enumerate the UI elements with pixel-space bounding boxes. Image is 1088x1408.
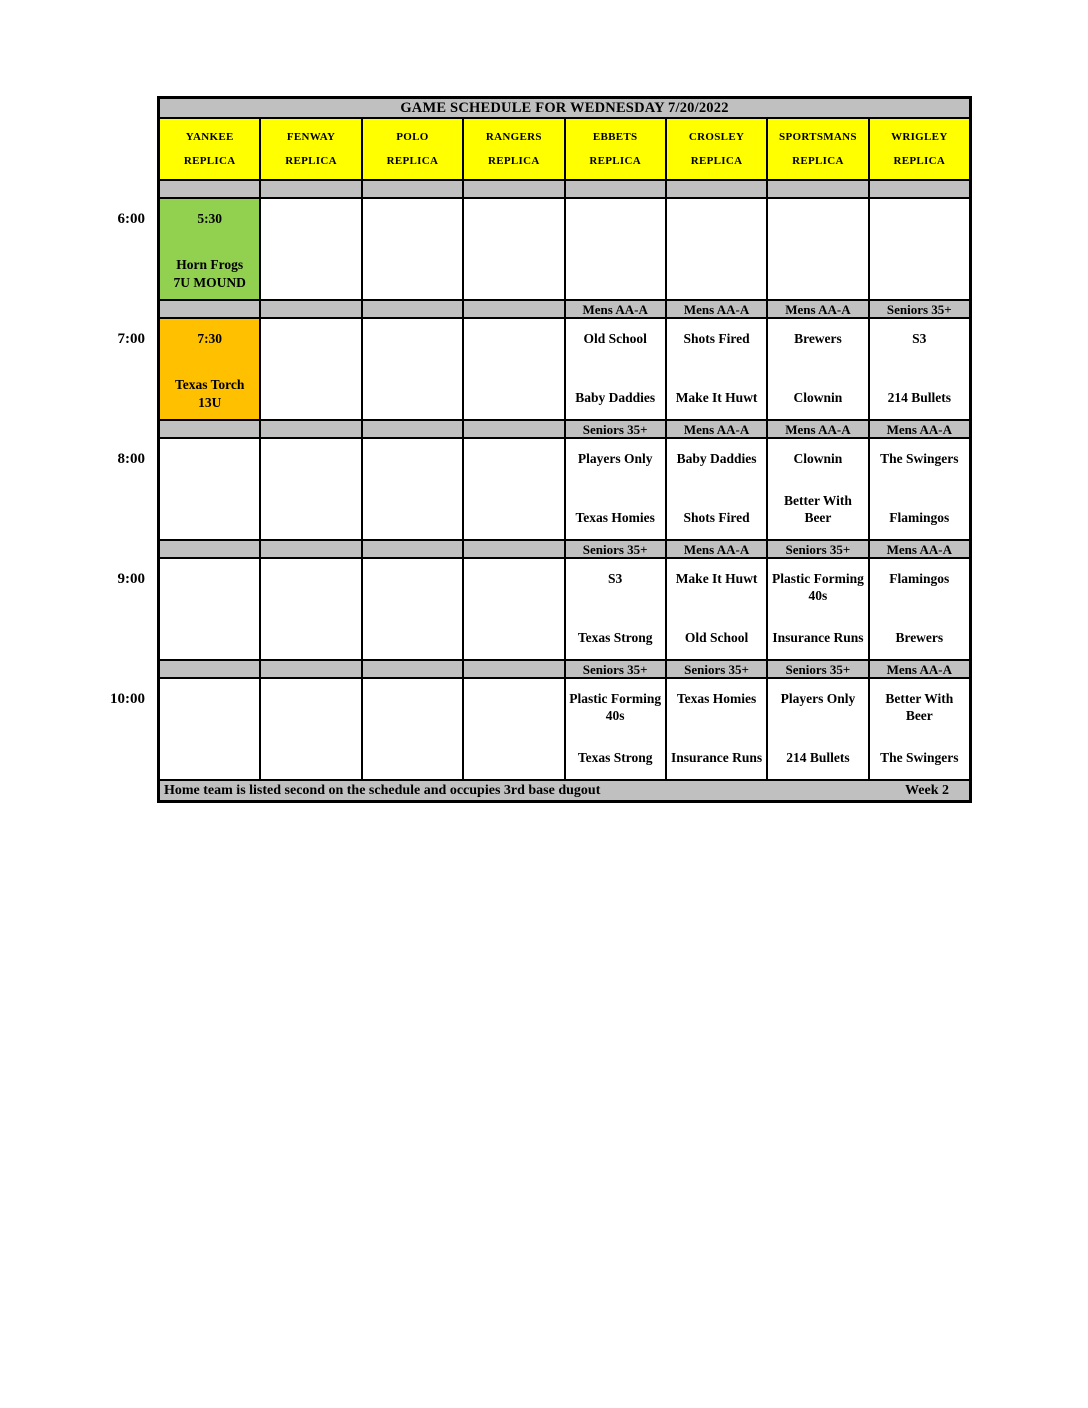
game-cell bbox=[870, 679, 969, 779]
home-team: Insurance Runs bbox=[772, 630, 864, 645]
league-band-cell: Mens AA-A bbox=[768, 421, 867, 437]
league-band-cell: Seniors 35+ bbox=[768, 661, 867, 677]
game-cell bbox=[566, 319, 665, 419]
game-cell-empty bbox=[363, 319, 462, 419]
league-band-cell bbox=[464, 661, 563, 677]
league-band-cell bbox=[160, 421, 259, 437]
league-band-cell bbox=[160, 541, 259, 557]
home-team: 214 Bullets bbox=[786, 750, 850, 765]
away-team: Baby Daddies bbox=[676, 451, 757, 466]
game-cell bbox=[768, 559, 867, 659]
game-cell-empty bbox=[464, 199, 563, 299]
venue-header-wrigley bbox=[870, 119, 969, 179]
home-team: Make It Huwt bbox=[675, 390, 758, 405]
venue-header-polo bbox=[363, 119, 462, 179]
league-band-cell: Seniors 35+ bbox=[566, 421, 665, 437]
venue-name: RANGERS bbox=[485, 131, 542, 143]
game-cell-empty bbox=[464, 559, 563, 659]
game-cell bbox=[566, 679, 665, 779]
away-team: Plastic Forming 40s bbox=[772, 571, 864, 603]
venue-header-fenway bbox=[261, 119, 360, 179]
game-cell-empty bbox=[464, 679, 563, 779]
venue-name: YANKEE bbox=[185, 131, 234, 143]
venue-type: REPLICA bbox=[792, 155, 844, 167]
league-band-cell: Mens AA-A bbox=[667, 301, 766, 317]
home-team: Baby Daddies bbox=[575, 390, 656, 405]
away-team: Texas Homies bbox=[676, 691, 757, 706]
league-band-cell bbox=[363, 301, 462, 317]
venue-type: REPLICA bbox=[690, 155, 743, 167]
game-cell bbox=[667, 439, 766, 539]
away-team: Make It Huwt bbox=[675, 571, 758, 586]
away-team: Flamingos bbox=[889, 571, 950, 586]
league-band-cell bbox=[667, 181, 766, 197]
game-cell-empty bbox=[870, 199, 969, 299]
league-band-cell: Mens AA-A bbox=[768, 301, 867, 317]
league-band-cell bbox=[768, 181, 867, 197]
game-cell-empty bbox=[160, 439, 259, 539]
league-band-cell bbox=[464, 421, 563, 437]
practice-start-time: 5:30 bbox=[197, 211, 223, 226]
practice-division: 7U MOUND bbox=[173, 275, 246, 290]
league-band-cell bbox=[160, 661, 259, 677]
venue-header-ebbets bbox=[566, 119, 665, 179]
venue-header-crosley bbox=[667, 119, 766, 179]
game-cell bbox=[768, 679, 867, 779]
league-band-cell: Mens AA-A bbox=[667, 541, 766, 557]
venue-type: REPLICA bbox=[589, 155, 641, 167]
game-cell-empty bbox=[261, 319, 360, 419]
home-team: Texas Strong bbox=[577, 630, 653, 645]
game-cell-empty bbox=[160, 559, 259, 659]
venue-type: REPLICA bbox=[183, 155, 236, 167]
game-cell bbox=[667, 559, 766, 659]
game-cell-empty bbox=[261, 679, 360, 779]
game-cell-empty bbox=[363, 199, 462, 299]
league-band-cell bbox=[261, 661, 360, 677]
game-cell-empty bbox=[363, 559, 462, 659]
home-team: Brewers bbox=[895, 630, 944, 645]
practice-team: Horn Frogs bbox=[176, 257, 244, 272]
game-cell-empty bbox=[261, 439, 360, 539]
venue-header-sportsmans bbox=[768, 119, 867, 179]
league-band-cell bbox=[464, 541, 563, 557]
league-band-cell bbox=[464, 181, 563, 197]
league-band-cell: Seniors 35+ bbox=[768, 541, 867, 557]
practice-team: Texas Torch bbox=[174, 377, 245, 392]
league-band-cell: Mens AA-A bbox=[870, 541, 969, 557]
away-team: Players Only bbox=[577, 451, 653, 466]
time-label: 10:00 bbox=[110, 691, 145, 707]
venue-name: POLO bbox=[396, 131, 429, 143]
game-cell bbox=[566, 559, 665, 659]
venue-name: FENWAY bbox=[286, 131, 336, 143]
practice-division: 13U bbox=[198, 395, 222, 410]
home-team: Flamingos bbox=[889, 510, 950, 525]
home-team: Texas Homies bbox=[575, 510, 655, 525]
league-band-cell bbox=[160, 301, 259, 317]
time-label: 9:00 bbox=[117, 571, 145, 587]
league-band-cell bbox=[566, 181, 665, 197]
venue-header-rangers bbox=[464, 119, 563, 179]
home-team: Clownin bbox=[793, 390, 843, 405]
venue-name: SPORTSMANS bbox=[779, 131, 857, 143]
game-cell bbox=[566, 439, 665, 539]
game-cell bbox=[870, 319, 969, 419]
game-cell bbox=[768, 439, 867, 539]
venue-name: CROSLEY bbox=[688, 131, 745, 143]
game-cell-empty bbox=[464, 439, 563, 539]
venue-type: REPLICA bbox=[285, 155, 337, 167]
game-cell bbox=[870, 559, 969, 659]
home-team: 214 Bullets bbox=[887, 390, 951, 405]
league-band-cell bbox=[261, 421, 360, 437]
time-label: 6:00 bbox=[117, 211, 145, 227]
game-cell-empty bbox=[363, 679, 462, 779]
footer-note: Home team is listed second on the schedule and occupies 3rd base dugout bbox=[164, 782, 601, 798]
table-title: GAME SCHEDULE FOR WEDNESDAY 7/20/2022 bbox=[160, 99, 969, 117]
league-band-cell: Mens AA-A bbox=[566, 301, 665, 317]
practice-start-time: 7:30 bbox=[197, 331, 223, 346]
game-cell-empty bbox=[160, 679, 259, 779]
practice-cell bbox=[160, 319, 259, 419]
venue-header-yankee bbox=[160, 119, 259, 179]
league-band-cell bbox=[261, 301, 360, 317]
league-band-cell bbox=[363, 541, 462, 557]
league-band-cell: Seniors 35+ bbox=[566, 661, 665, 677]
venue-type: REPLICA bbox=[386, 155, 439, 167]
game-cell bbox=[667, 319, 766, 419]
home-team: The Swingers bbox=[880, 750, 959, 765]
league-band-cell bbox=[261, 541, 360, 557]
league-band-cell bbox=[363, 421, 462, 437]
away-team: Shots Fired bbox=[683, 331, 750, 346]
away-team: The Swingers bbox=[880, 451, 959, 466]
home-team: Shots Fired bbox=[683, 510, 750, 525]
game-cell-empty bbox=[261, 199, 360, 299]
league-band-cell: Seniors 35+ bbox=[870, 301, 969, 317]
away-team: Brewers bbox=[794, 331, 842, 346]
league-band-cell bbox=[363, 661, 462, 677]
footer-week: Week 2 bbox=[905, 782, 949, 798]
league-band-cell: Mens AA-A bbox=[870, 421, 969, 437]
game-cell bbox=[667, 679, 766, 779]
away-team: S3 bbox=[608, 571, 623, 586]
footer-row bbox=[160, 781, 969, 800]
game-cell bbox=[870, 439, 969, 539]
away-team: Players Only bbox=[780, 691, 856, 706]
away-team: Clownin bbox=[793, 451, 843, 466]
game-cell-empty bbox=[363, 439, 462, 539]
home-team: Old School bbox=[684, 630, 749, 645]
venue-type: REPLICA bbox=[488, 155, 540, 167]
league-band-cell: Mens AA-A bbox=[667, 421, 766, 437]
away-team: Better With Beer bbox=[885, 691, 954, 723]
time-label: 8:00 bbox=[117, 451, 145, 467]
schedule-table bbox=[157, 96, 972, 803]
away-team: Plastic Forming 40s bbox=[569, 691, 662, 723]
game-cell-empty bbox=[667, 199, 766, 299]
league-band-cell bbox=[160, 181, 259, 197]
game-cell-empty bbox=[464, 319, 563, 419]
practice-cell bbox=[160, 199, 259, 299]
league-band-cell bbox=[261, 181, 360, 197]
time-label: 7:00 bbox=[117, 331, 145, 347]
game-cell-empty bbox=[566, 199, 665, 299]
league-band-cell bbox=[363, 181, 462, 197]
league-band-cell bbox=[464, 301, 563, 317]
home-team: Insurance Runs bbox=[670, 750, 763, 765]
home-team: Better With Beer bbox=[784, 493, 852, 525]
away-team: Old School bbox=[583, 331, 647, 346]
venue-name: WRIGLEY bbox=[891, 131, 948, 143]
league-band-cell: Seniors 35+ bbox=[667, 661, 766, 677]
game-cell-empty bbox=[261, 559, 360, 659]
game-cell-empty bbox=[768, 199, 867, 299]
game-cell bbox=[768, 319, 867, 419]
league-band-cell: Seniors 35+ bbox=[566, 541, 665, 557]
venue-name: EBBETS bbox=[592, 131, 638, 143]
venue-type: REPLICA bbox=[893, 155, 946, 167]
league-band-cell bbox=[870, 181, 969, 197]
away-team: S3 bbox=[912, 331, 927, 346]
league-band-cell: Mens AA-A bbox=[870, 661, 969, 677]
home-team: Texas Strong bbox=[577, 750, 653, 765]
